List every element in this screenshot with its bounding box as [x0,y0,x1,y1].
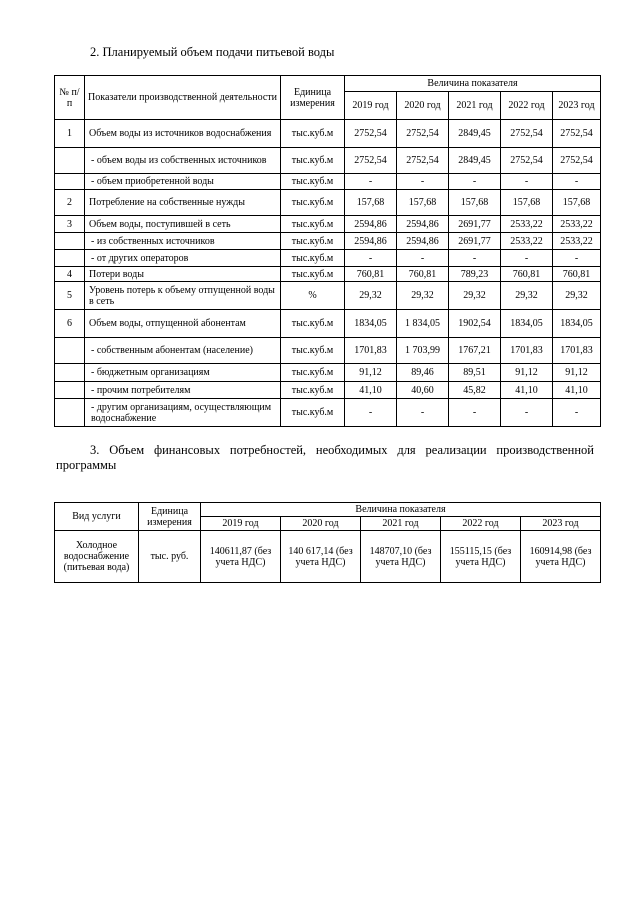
table-row [55,216,601,233]
row-value: 89,46 [397,364,449,382]
row-unit: тыс.куб.м [281,120,345,148]
financial-needs-table [54,502,601,583]
row-value: 1902,54 [449,310,501,338]
section-3-heading-line-2: программы [56,458,117,472]
row-num: 2 [55,190,85,216]
unit-cell: тыс. руб. [139,531,201,583]
row-value: 157,68 [345,190,397,216]
row-unit: тыс.куб.м [281,399,345,427]
row-value: 157,68 [553,190,601,216]
table-row [55,233,601,250]
table-row [55,310,601,338]
row-value: 2533,22 [553,233,601,250]
row-value: 2533,22 [501,216,553,233]
header-unit: Единица измерения [139,503,201,531]
row-indicator: - бюджетным организациям [85,364,281,382]
row-value: 2752,54 [553,120,601,148]
header-value: Величина показателя [201,503,601,517]
header-unit: Единица измерения [281,76,345,120]
row-num: 3 [55,216,85,233]
row-value: 157,68 [449,190,501,216]
row-value: 91,12 [345,364,397,382]
row-value: - [501,250,553,267]
row-value: 1834,05 [345,310,397,338]
row-indicator: Потребление на собственные нужды [85,190,281,216]
row-value: 2691,77 [449,233,501,250]
row-unit: тыс.куб.м [281,216,345,233]
table-row [55,174,601,190]
row-unit: тыс.куб.м [281,174,345,190]
row-indicator: - от других операторов [85,250,281,267]
row-unit: тыс.куб.м [281,148,345,174]
row-value: 2533,22 [553,216,601,233]
row-value: 29,32 [501,282,553,310]
row-value: 41,10 [345,382,397,399]
row-num: 6 [55,310,85,338]
row-value: 29,32 [397,282,449,310]
row-indicator: Объем воды, поступившей в сеть [85,216,281,233]
row-value: 1 703,99 [397,338,449,364]
row-value: - [397,250,449,267]
row-num: 1 [55,120,85,148]
row-value: 760,81 [553,267,601,282]
row-value: 29,32 [449,282,501,310]
table-row [55,364,601,382]
row-value: 29,32 [553,282,601,310]
row-value: 1701,83 [345,338,397,364]
row-value: 2752,54 [397,120,449,148]
section-3-heading-line-1: 3. Объем финансовых потребностей, необходимых для реализации производственной [90,443,594,457]
row-value: 2594,86 [397,233,449,250]
water-supply-table [54,75,601,427]
row-value: 40,60 [397,382,449,399]
table-row [55,250,601,267]
row-value: 2594,86 [345,233,397,250]
row-value: 1767,21 [449,338,501,364]
row-value: 2594,86 [397,216,449,233]
row-value: 41,10 [501,382,553,399]
header-value: Величина показателя [345,76,601,92]
header-year: 2023 год [521,517,601,531]
row-value: 1834,05 [553,310,601,338]
row-num: 5 [55,282,85,310]
row-indicator: - из собственных источников [85,233,281,250]
row-indicator: - объем приобретенной воды [85,174,281,190]
row-num [55,174,85,190]
header-service: Вид услуги [55,503,139,531]
row-value: 2752,54 [345,148,397,174]
row-indicator: - другим организациям, осуществляющим водоснабжение [85,399,281,427]
row-num [55,250,85,267]
water-supply-table-body [55,120,601,427]
header-year: 2021 год [361,517,441,531]
row-value: 1 834,05 [397,310,449,338]
row-value: 157,68 [501,190,553,216]
row-value: 2752,54 [345,120,397,148]
row-value: - [345,250,397,267]
row-value: - [345,399,397,427]
row-value: - [397,399,449,427]
row-value: 91,12 [553,364,601,382]
table-row [55,267,601,282]
table-row [55,148,601,174]
row-value: 760,81 [501,267,553,282]
row-indicator: Объем воды из источников водоснабжения [85,120,281,148]
header-year: 2022 год [441,517,521,531]
row-value: 2752,54 [397,148,449,174]
row-num [55,399,85,427]
row-value: - [449,250,501,267]
row-indicator: - объем воды из собственных источников [85,148,281,174]
value-cell: 160914,98 (без учета НДС) [521,531,601,583]
table-row [55,120,601,148]
table-row [55,282,601,310]
row-value: 29,32 [345,282,397,310]
value-cell: 140 617,14 (без учета НДС) [281,531,361,583]
row-value: - [553,399,601,427]
value-cell: 148707,10 (без учета НДС) [361,531,441,583]
row-unit: тыс.куб.м [281,250,345,267]
row-value: - [553,174,601,190]
row-unit: тыс.куб.м [281,364,345,382]
row-value: 760,81 [397,267,449,282]
row-value: 2752,54 [501,120,553,148]
row-unit: тыс.куб.м [281,338,345,364]
header-year: 2021 год [449,92,501,120]
header-year: 2019 год [201,517,281,531]
value-cell: 155115,15 (без учета НДС) [441,531,521,583]
row-num [55,233,85,250]
table-row [55,399,601,427]
table-row [55,190,601,216]
row-unit: тыс.куб.м [281,382,345,399]
row-unit: тыс.куб.м [281,190,345,216]
header-num: № п/п [55,76,85,120]
row-value: 157,68 [397,190,449,216]
row-value: 41,10 [553,382,601,399]
row-value: 2533,22 [501,233,553,250]
row-value: 789,23 [449,267,501,282]
header-year: 2023 год [553,92,601,120]
header-year: 2020 год [397,92,449,120]
row-value: - [449,174,501,190]
row-unit: тыс.куб.м [281,233,345,250]
row-unit: тыс.куб.м [281,310,345,338]
row-indicator: - прочим потребителям [85,382,281,399]
header-indicator: Показатели производственной деятельности [85,76,281,120]
row-value: 2849,45 [449,120,501,148]
row-value: 2594,86 [345,216,397,233]
row-num [55,364,85,382]
row-value: - [553,250,601,267]
row-value: 2752,54 [553,148,601,174]
row-indicator: Уровень потерь к объему отпущенной воды в сеть [85,282,281,310]
table-row [55,531,601,583]
header-year: 2019 год [345,92,397,120]
row-value: 2691,77 [449,216,501,233]
row-value: 2849,45 [449,148,501,174]
row-value: - [501,174,553,190]
section-3-heading [56,443,594,473]
row-value: 760,81 [345,267,397,282]
service-cell: Холодное водоснабжение (питьевая вода) [55,531,139,583]
header-year: 2022 год [501,92,553,120]
row-value: 1701,83 [553,338,601,364]
table-row [55,382,601,399]
row-num [55,382,85,399]
table-row [55,338,601,364]
row-unit: тыс.куб.м [281,267,345,282]
row-unit: % [281,282,345,310]
row-indicator: Объем воды, отпущенной абонентам [85,310,281,338]
row-value: 91,12 [501,364,553,382]
row-value: - [501,399,553,427]
row-value: 1834,05 [501,310,553,338]
row-value: 89,51 [449,364,501,382]
row-value: - [397,174,449,190]
row-num [55,148,85,174]
value-cell: 140611,87 (без учета НДС) [201,531,281,583]
header-year: 2020 год [281,517,361,531]
row-value: - [345,174,397,190]
section-2-heading: 2. Планируемый объем подачи питьевой воды [90,45,335,59]
row-value: 1701,83 [501,338,553,364]
row-value: - [449,399,501,427]
row-num [55,338,85,364]
row-num: 4 [55,267,85,282]
row-indicator: - собственным абонентам (население) [85,338,281,364]
row-value: 2752,54 [501,148,553,174]
row-value: 45,82 [449,382,501,399]
row-indicator: Потери воды [85,267,281,282]
